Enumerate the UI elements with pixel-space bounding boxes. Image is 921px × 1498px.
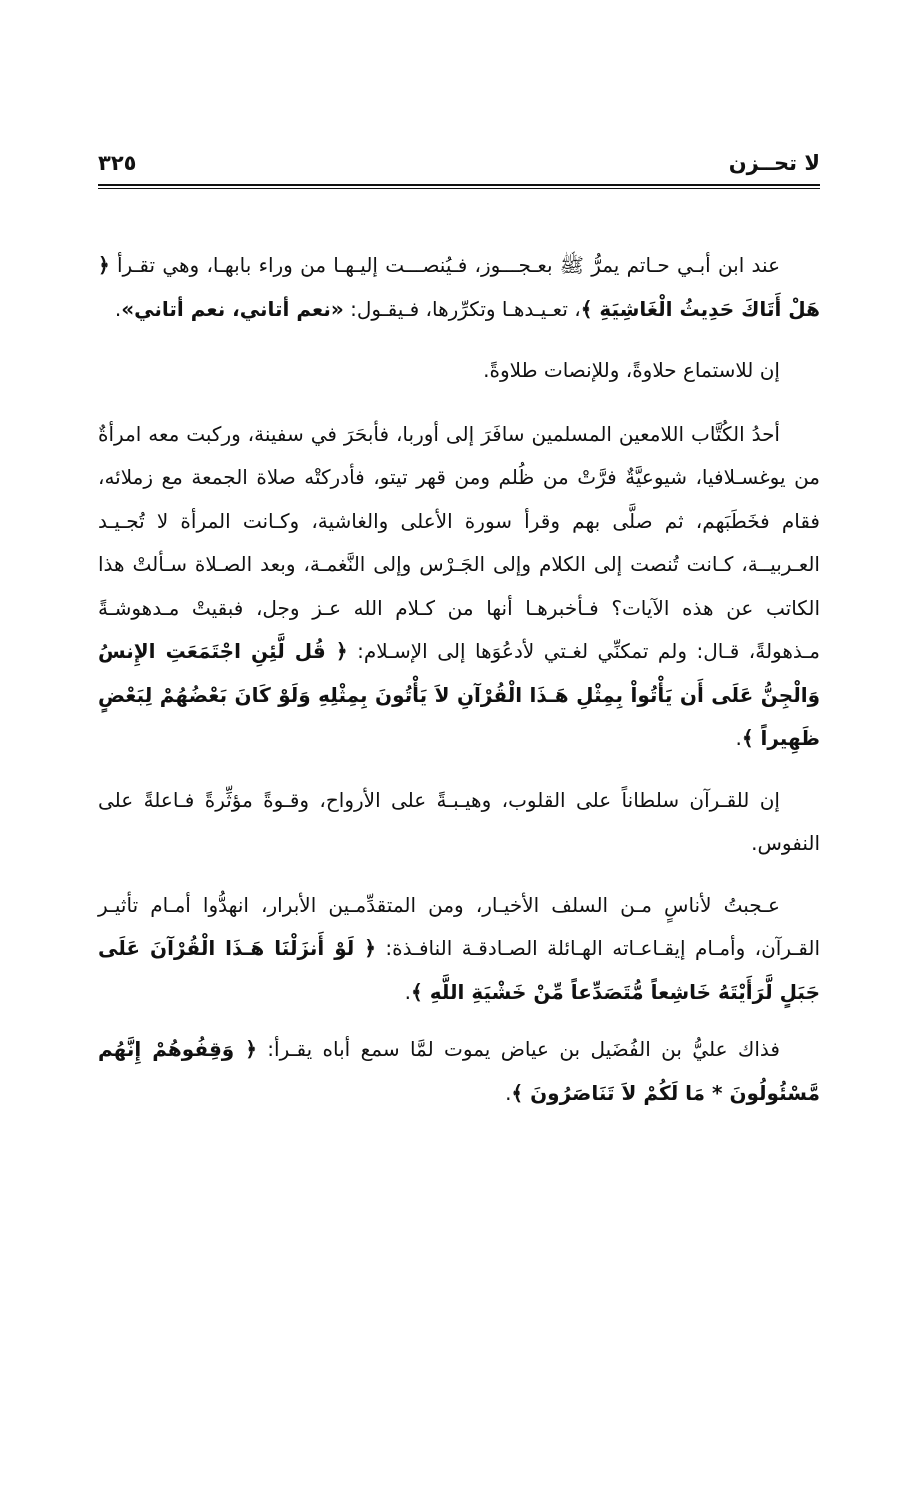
paragraph-text: عـجبتُ لأناسٍ مـن السلف الأخيـار، ومن المتقدِّمـين الأبرار، انهدُّوا أمـام تأثيـر القـرآن، وأمـام إيقـاعـاته الهـائلة الصـادقـة النافـذة: xyxy=(98,892,820,960)
paragraph-text: . xyxy=(114,296,122,321)
running-title: لا تحــزن xyxy=(728,151,820,175)
paragraph-ali-ibn-fudayl xyxy=(98,1028,820,1115)
paragraph-text: عند ابن أبـي حـاتم يمرُّ ﷺ بعـجـــوز، فـيُنصـــت إليـهـا من وراء بابهـا، وهي تقـرأ xyxy=(109,253,780,277)
quran-verse: ﴿ وَقِفُوهُمْ إِنَّهُم مَّسْئُولُونَ * مَا لَكُمْ لاَ تَنَاصَرُونَ ﴾ xyxy=(98,1037,820,1105)
paragraph-text: . xyxy=(505,1080,512,1105)
quoted-speech: «نعم أتاني، نعم أتاني» xyxy=(121,296,344,321)
paragraph-salaf-amazement xyxy=(98,884,820,1015)
header-rule xyxy=(98,184,820,189)
paragraph-text: أحدُ الكُتَّاب اللامعين المسلمين سافَرَ إلى أوربا، فأبحَرَ في سفينة، وركبت معه امرأةٌ من يوغسـلافيا، شيوعيَّةٌ فرَّتْ من ظُلم ومن قهر تيتو، فأدركتْه صلاة الجمعة مع زملائه، فقام فخَطَبَهم، ثم صلَّى بهم وقرأ سورة الأعلى والغاشية، وكـانت المرأة لا تُجـيـد العـربيــة، كـانت تُنصت إلى الكلام وإلى الجَـرْس وإلى النَّغمـة، وبعد الصـلاة سـألتْ هذا الكاتب عن هذه الآيات؟ فـأخبرهـا أنها من كـلام الله عـز وجل، فبقيتْ مـدهوشـةً مـذهولةً، قـال: ولم تمكنِّي لغـتي لأدعُوَها إلى الإسـلام: xyxy=(98,421,820,663)
page-header xyxy=(98,150,820,190)
paragraph-old-woman-story xyxy=(98,244,820,331)
quran-verse: ﴿ لَوْ أَنزَلْنَا هَـذَا الْقُرْآنَ عَلَى جَبَلٍ لَّرَأَيْتَهُ خَاشِعاً مُّتَصَدِّعاً مِّنْ خَشْيَةِ اللَّهِ ﴾ xyxy=(98,936,820,1004)
paragraph-text: ، تعـيـدهـا وتكرِّرها، فـيقـول: xyxy=(343,296,581,321)
page-number: ٣٢٥ xyxy=(98,151,137,175)
paragraph-text: . xyxy=(735,726,742,750)
paragraph-quran-authority xyxy=(98,779,820,866)
quran-verse: ﴿ قُل لَّئِنِ اجْتَمَعَتِ الإِنسُ وَالْجِنُّ عَلَى أَن يَأْتُواْ بِمِثْلِ هَـذَا الْقُرْآنِ لاَ يَأْتُونَ بِمِثْلِهِ وَلَوْ كَانَ بَعْضُهُمْ لِبَعْضٍ ظَهِيراً ﴾ xyxy=(98,639,820,750)
page-body xyxy=(98,244,820,1115)
paragraph-text: فذاك عليُّ بن الفُضَيل بن عياض يموت لمَّا سمع أباه يقـرأ: xyxy=(256,1037,780,1061)
paragraph-text: إن للاستماع حلاوةً، وللإنصات طلاوةً. xyxy=(483,358,780,382)
paragraph-writer-story xyxy=(98,413,820,761)
quran-verse: ﴿ هَلْ أَتَاكَ حَدِيثُ الْغَاشِيَةِ ﴾ xyxy=(98,253,820,321)
paragraph-listening-sweetness xyxy=(98,349,820,393)
paragraph-text: إن للقـرآن سلطاناً على القلوب، وهيـبـةً على الأرواح، وقـوةً مؤثِّرةً فـاعلةً على النفوس. xyxy=(98,787,820,855)
paragraph-text: . xyxy=(404,979,412,1004)
